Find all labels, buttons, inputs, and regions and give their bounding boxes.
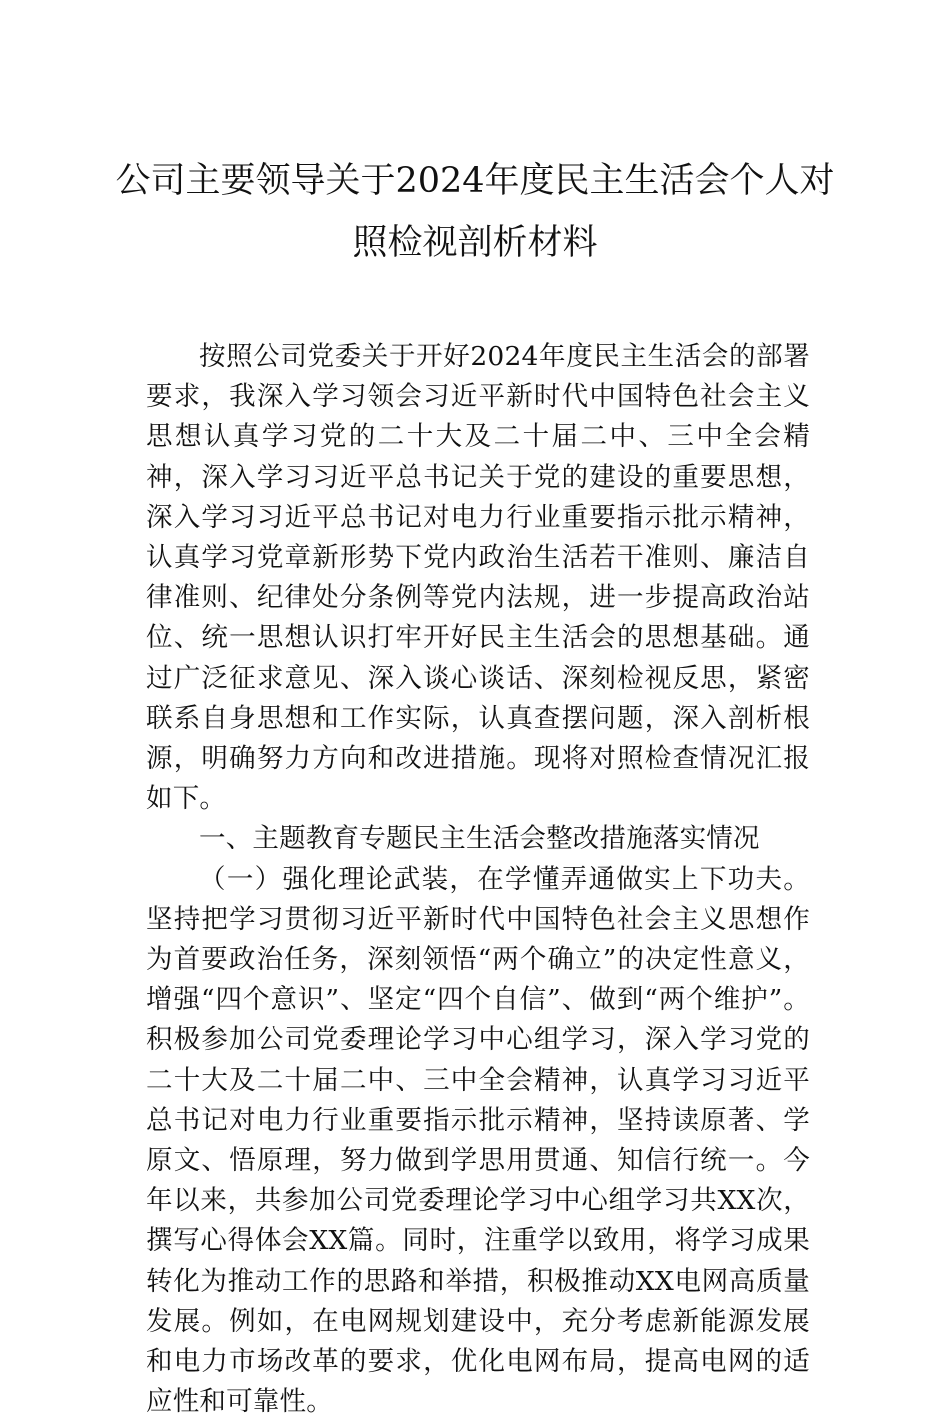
intro-paragraph: 按照公司党委关于开好2024年度民主生活会的部署要求，我深入学习领会习近平新时代中国特色社会主义思想认真学习党的二十大及二十届二中、三中全会精神，深入学习习近平总书记关于党的建设的重要思想，深入学习习近平总书记对电力行业重要指示批示精神，认真学习党章新形势下党内政治生活若干准则、廉洁自律准则、纪律处分条例等党内法规，进一步提高政治站位、统一思想认识打牢开好民主生活会的思想基础。通过广泛征求意见、深入谈心谈话、深刻检视反思，紧密联系自身思想和工作实际，认真查摆问题，深入剖析根源，明确努力方向和改进措施。现将对照检查情况汇报如下。 [146,341,810,815]
document-body [146,337,810,1422]
subsection-paragraph: （一）强化理论武装，在学懂弄通做实上下功夫。坚持把学习贯彻习近平新时代中国特色社会主义思想作为首要政治任务，深刻领悟“两个确立”的决定性意义，增强“四个意识”、坚定“四个自信”、做到“两个维护”。积极参加公司党委理论学习中心组学习，深入学习党的二十大及二十届二中、三中全会精神，认真学习习近平总书记对电力行业重要指示批示精神，坚持读原著、学原文、悟原理，努力做到学思用贯通、知信行统一。今年以来，共参加公司党委理论学习中心组学习共XX次，撰写心得体会XX篇。同时，注重学以致用，将学习成果转化为推动工作的思路和举措，积极推动XX电网高质量发展。例如，在电网规划建设中，充分考虑新能源发展和电力市场改革的要求，优化电网布局，提高电网的适应性和可靠性。 [146,863,810,1418]
section-heading: 一、主题教育专题民主生活会整改措施落实情况 [199,823,760,855]
document-title: 公司主要领导关于2024年度民主生活会个人对照检视剖析材料 [115,161,835,263]
